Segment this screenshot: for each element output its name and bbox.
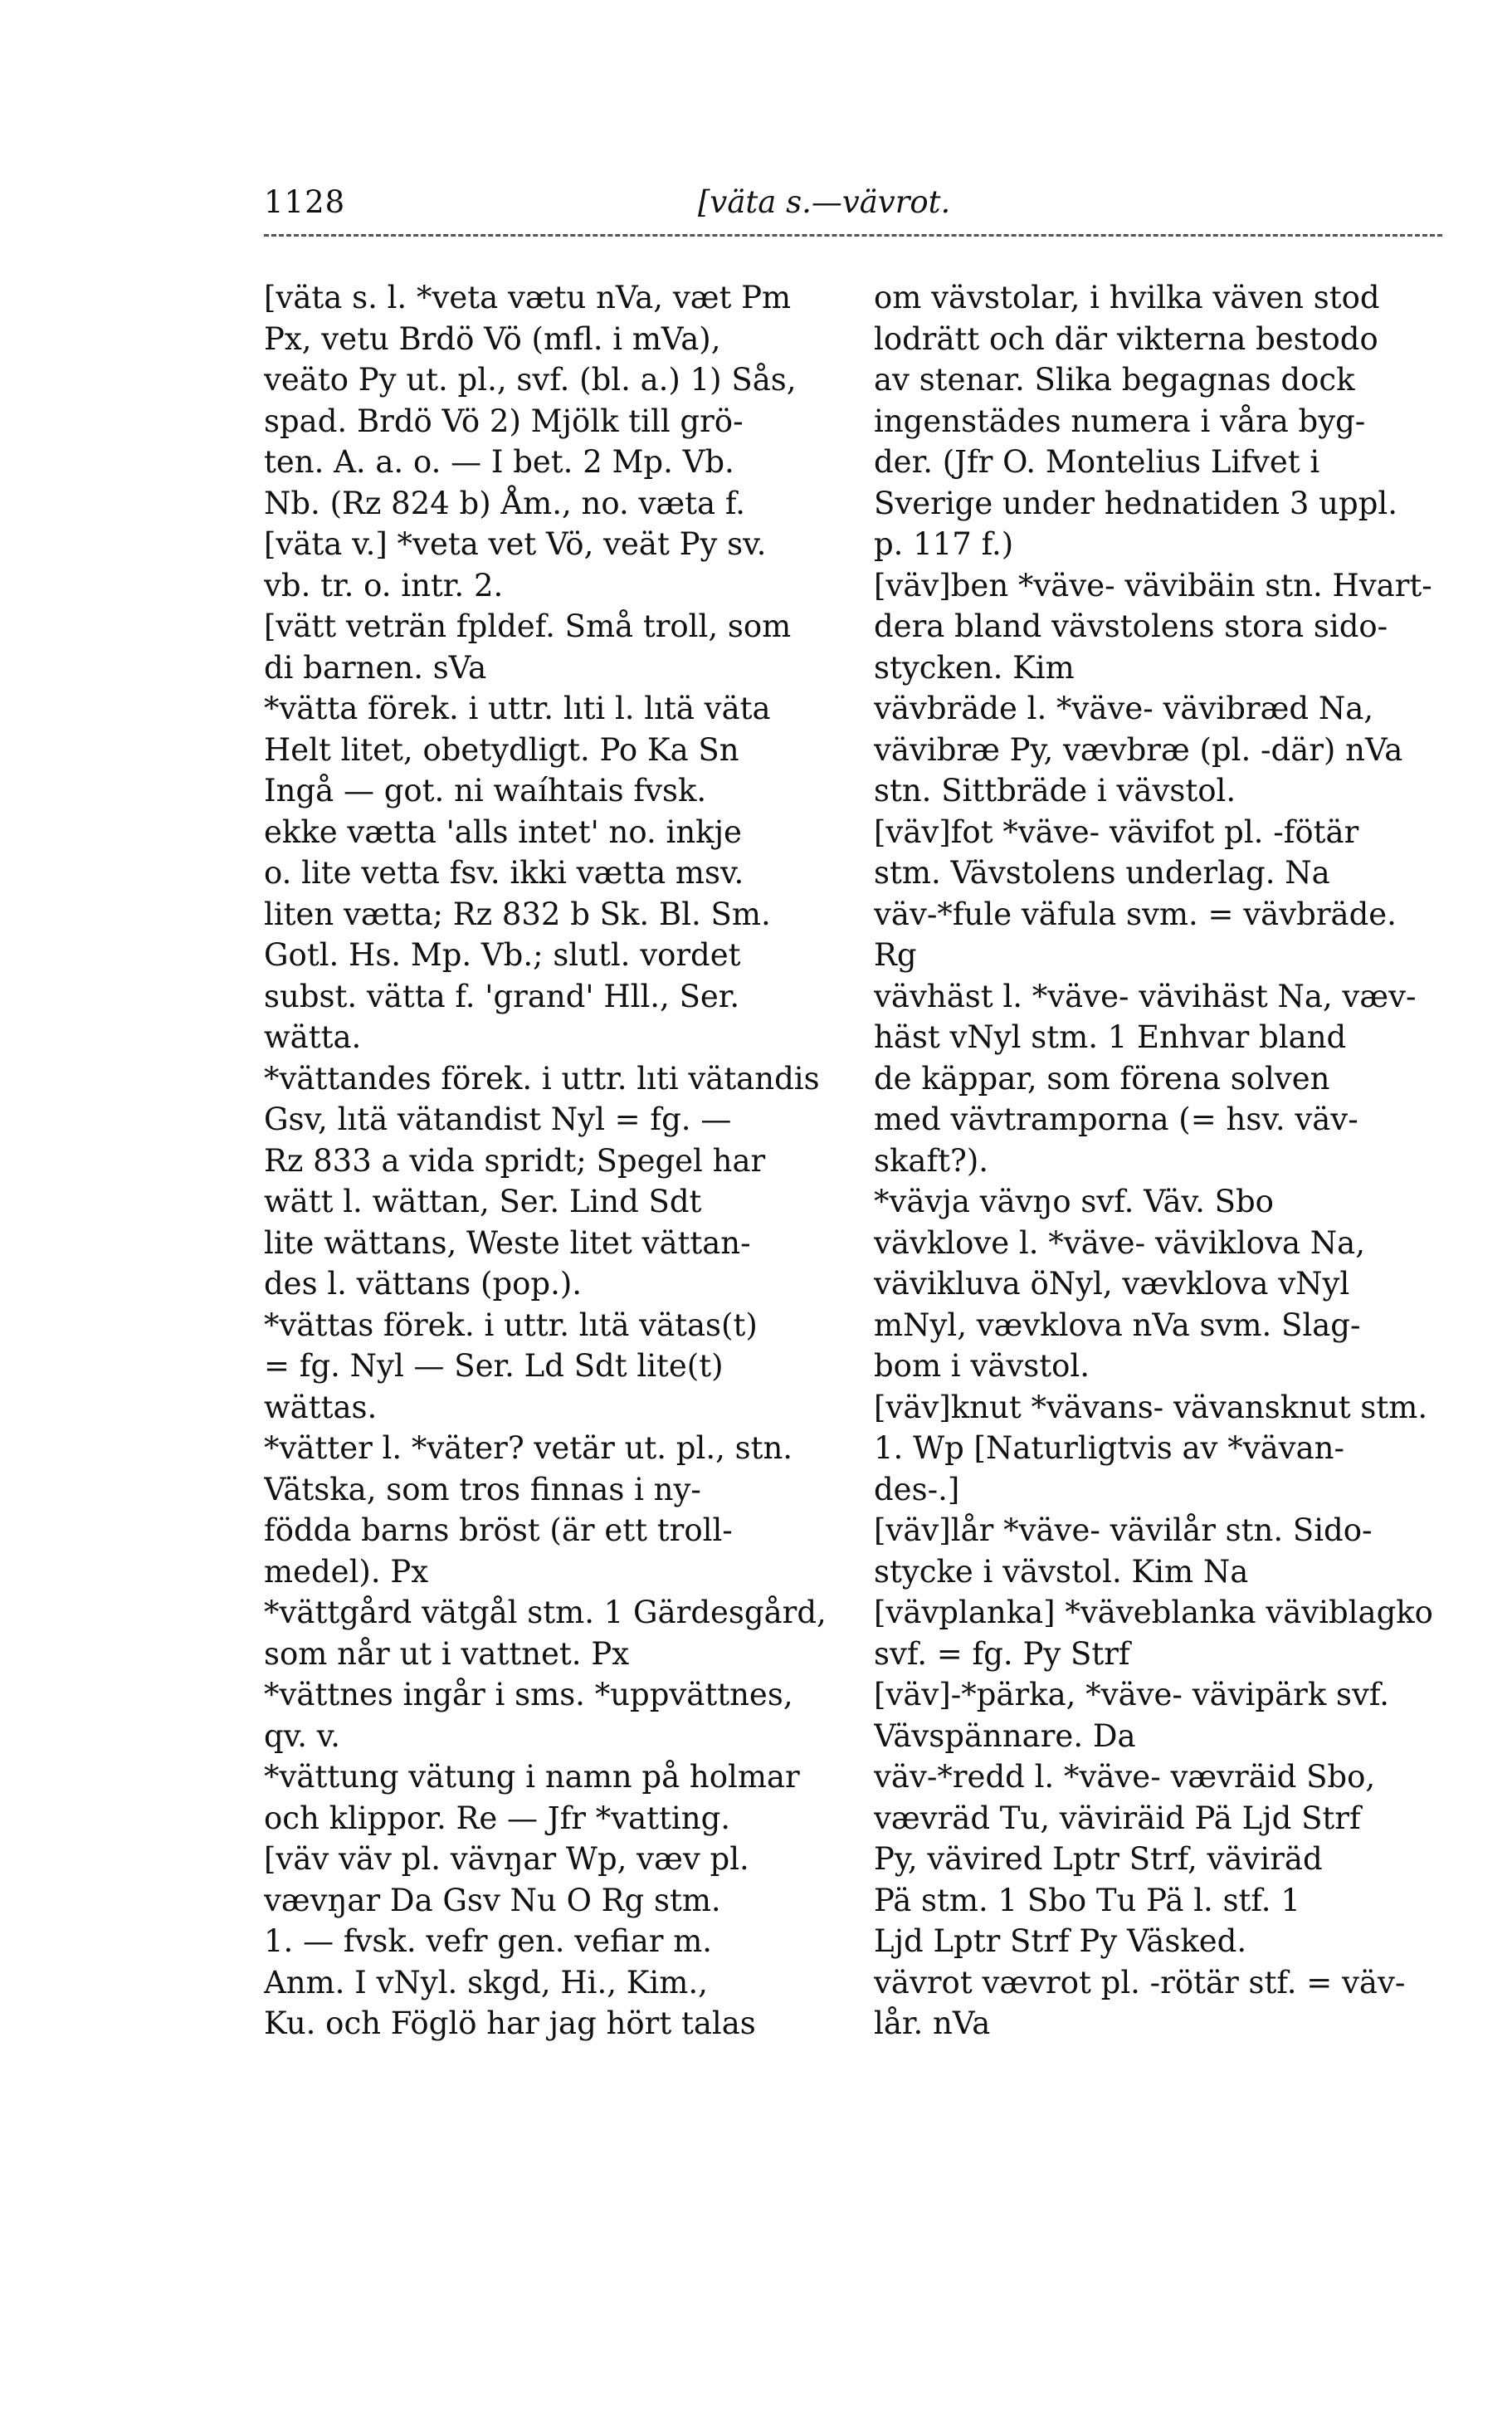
text-line: [väv väv pl. vävŋar Wp, væv pl.	[264, 1841, 749, 1877]
text-line: *vävja vävŋo svf. Väv. Sbo	[874, 1184, 1274, 1219]
text-line: des-.]	[874, 1471, 960, 1507]
text-line: vävklove l. *väve- väviklova Na,	[874, 1224, 1365, 1261]
text-line: vävikluva öNyl, vævklova vNyl	[874, 1266, 1350, 1302]
text-line: des l. vättans (pop.).	[264, 1266, 583, 1302]
text-line: 1. — fvsk. vefr gen. vefiar m.	[264, 1923, 713, 1959]
text-line: 1. Wp [Naturligtvis av *vävan-	[874, 1430, 1344, 1466]
text-line: Py, vävired Lptr Strf, väviräd	[874, 1841, 1323, 1877]
text-line: mNyl, vævklova nVa svm. Slag-	[874, 1307, 1361, 1343]
text-line: stycke i vävstol. Kim Na	[874, 1553, 1249, 1590]
text-line: lår. nVa	[874, 2005, 991, 2041]
text-line: födda barns bröst (är ett troll-	[264, 1512, 733, 1548]
text-line: o. lite vetta fsv. ikki vætta msv.	[264, 855, 744, 891]
text-line: Ku. och Föglö har jag hört talas	[264, 2005, 756, 2041]
header-rule	[264, 234, 1442, 237]
text-line: subst. vätta f. 'grand' Hll., Ser.	[264, 978, 740, 1014]
text-line: väv-*redd l. *väve- vævräid Sbo,	[874, 1759, 1376, 1795]
text-line: Ljd Lptr Strf Py Väsked.	[874, 1923, 1247, 1959]
text-line: [väta s. l. *veta vætu nVa, væt Pm	[264, 280, 792, 315]
text-line: medel). Px	[264, 1553, 429, 1590]
text-line: Gotl. Hs. Mp. Vb.; slutl. vordet	[264, 937, 741, 973]
text-line: wättas.	[264, 1389, 378, 1425]
text-line: väv-*fule väfula svm. = vävbräde.	[874, 896, 1397, 932]
text-line: häst vNyl stm. 1 Enhvar bland	[874, 1019, 1347, 1055]
left-column	[264, 277, 853, 2170]
text-line: lite wättans, Weste litet vättan-	[264, 1224, 751, 1261]
text-line: stm. Vävstolens underlag. Na	[874, 855, 1330, 891]
text-line: wätta.	[264, 1019, 362, 1055]
text-line: vævŋar Da Gsv Nu O Rg stm.	[264, 1882, 721, 1918]
text-line: wätt l. wättan, Ser. Lind Sdt	[264, 1184, 702, 1219]
text-line: vb. tr. o. intr. 2.	[264, 567, 504, 603]
text-line: Rg	[874, 937, 917, 973]
text-line: Rz 833 a vida spridt; Spegel har	[264, 1142, 766, 1179]
text-line: lodrätt och där vikterna bestodo	[874, 320, 1378, 357]
text-line: ekke vætta 'alls intet' no. inkje	[264, 813, 742, 850]
text-line: vävrot vævrot pl. -rötär stf. = väv-	[874, 1964, 1406, 2000]
text-line: *vättnes ingår i sms. *uppvättnes,	[264, 1677, 793, 1712]
text-line: Vävspännare. Da	[874, 1717, 1136, 1754]
text-line: Sverige under hednatiden 3 uppl.	[874, 485, 1397, 521]
text-line: de käppar, som förena solven	[874, 1060, 1330, 1097]
text-line: ten. A. a. o. — I bet. 2 Mp. Vb.	[264, 444, 734, 480]
text-line: liten vætta; Rz 832 b Sk. Bl. Sm.	[264, 896, 771, 932]
text-line: [väv]ben *väve- vävibäin stn. Hvart-	[874, 567, 1432, 603]
text-line: [väta v.] *veta vet Vö, veät Py sv.	[264, 526, 767, 562]
text-line: Anm. I vNyl. skgd, Hi., Kim.,	[264, 1964, 708, 2000]
text-line: spad. Brdö Vö 2) Mjölk till grö-	[264, 403, 744, 439]
text-line: med vävtramporna (= hsv. väv-	[874, 1102, 1358, 1137]
text-line: vävibræ Py, vævbræ (pl. -där) nVa	[874, 731, 1403, 768]
text-line: svf. = fg. Py Strf	[874, 1635, 1130, 1672]
text-line: bom i vävstol.	[874, 1348, 1090, 1384]
page-number: 1128	[264, 184, 346, 220]
text-line: dera bland vävstolens stora sido-	[874, 608, 1388, 644]
text-line: ingenstädes numera i våra byg-	[874, 403, 1366, 439]
text-line: *vättas förek. i uttr. lıtä vätas(t)	[264, 1307, 758, 1343]
text-line: [vävplanka] *väveblanka väviblagko	[874, 1595, 1433, 1630]
text-line: veäto Py ut. pl., svf. (bl. a.) 1) Sås,	[264, 362, 797, 398]
text-line: [vätt veträn fpldef. Små troll, som	[264, 608, 792, 644]
text-line: vævräd Tu, väviräid Pä Ljd Strf	[874, 1800, 1361, 1836]
text-line: *vätter l. *väter? vetär ut. pl., stn.	[264, 1430, 793, 1466]
text-line: om vävstolar, i hvilka väven stod	[874, 280, 1380, 315]
text-line: *vättung vätung i namn på holmar	[264, 1759, 800, 1795]
text-line: vävbräde l. *väve- vävibræd Na,	[874, 691, 1374, 726]
text-line: p. 117 f.)	[874, 526, 1014, 562]
text-line: der. (Jfr O. Montelius Lifvet i	[874, 444, 1320, 480]
text-line: Px, vetu Brdö Vö (mfl. i mVa),	[264, 320, 721, 357]
text-line: [väv]knut *vävans- vävansknut stm.	[874, 1389, 1428, 1425]
text-line: *vättandes förek. i uttr. lıti vätandis	[264, 1060, 820, 1097]
page-header	[264, 184, 1442, 231]
text-line: Helt litet, obetydligt. Po Ka Sn	[264, 731, 739, 768]
text-line: qv. v.	[264, 1717, 340, 1754]
text-line: = fg. Nyl — Ser. Ld Sdt lite(t)	[264, 1348, 724, 1384]
text-line: Pä stm. 1 Sbo Tu Pä l. stf. 1	[874, 1882, 1300, 1918]
text-line: Gsv, lıtä vätandist Nyl = fg. —	[264, 1102, 732, 1137]
text-line: [väv]-*pärka, *väve- vävipärk svf.	[874, 1677, 1390, 1712]
text-line: och klippor. Re — Jfr *vatting.	[264, 1800, 731, 1836]
text-line: stn. Sittbräde i vävstol.	[874, 773, 1236, 808]
text-line: Vätska, som tros finnas i ny-	[264, 1471, 701, 1507]
text-line: *vättgård vätgål stm. 1 Gärdesgård,	[264, 1595, 827, 1630]
right-column	[874, 277, 1463, 2170]
text-line: Nb. (Rz 824 b) Åm., no. væta f.	[264, 485, 745, 521]
running-head: [väta s.—vävrot.	[698, 184, 951, 220]
text-line: skaft?).	[874, 1142, 989, 1179]
text-line: [väv]lår *väve- vävilår stn. Sido-	[874, 1512, 1373, 1548]
text-line: di barnen. sVa	[264, 649, 487, 686]
text-line: *vätta förek. i uttr. lıti l. lıtä väta	[264, 691, 771, 726]
text-line: vävhäst l. *väve- vävihäst Na, væv-	[874, 978, 1417, 1014]
text-line: [väv]fot *väve- vävifot pl. -fötär	[874, 813, 1359, 850]
text-line: Ingå — got. ni waíhtais fvsk.	[264, 773, 707, 808]
text-line: som når ut i vattnet. Px	[264, 1635, 630, 1672]
text-line: av stenar. Slika begagnas dock	[874, 362, 1355, 398]
text-line: stycken. Kim	[874, 649, 1075, 686]
